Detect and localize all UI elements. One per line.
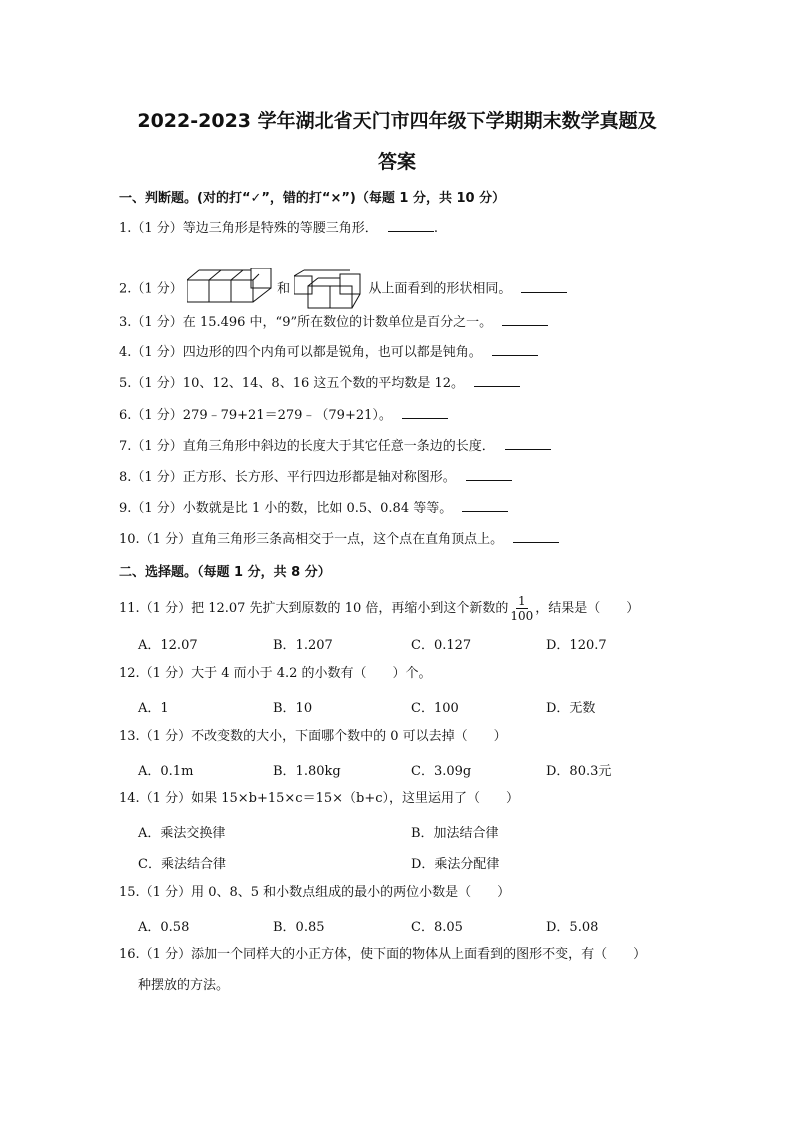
question-11-option-b[interactable]: B．1.207 bbox=[273, 638, 333, 653]
question-16-line1 bbox=[119, 946, 646, 964]
question-7-text: 7.（1 分）直角三角形中斜边的长度大于其它任意一条边的长度． bbox=[119, 439, 495, 454]
question-13 bbox=[119, 728, 507, 746]
cube-figure-left bbox=[187, 268, 273, 310]
question-13-option-c[interactable]: C．3.09g bbox=[411, 764, 472, 779]
question-11-option-d[interactable]: D．120.7 bbox=[546, 638, 607, 653]
question-11-suffix: ，结果是（ ） bbox=[535, 601, 640, 616]
question-2 bbox=[119, 268, 567, 310]
question-16-line2 bbox=[138, 977, 229, 995]
page-title-line1: 2022-2023 学年湖北省天门市四年级下学期期末数学真题及 bbox=[137, 110, 657, 132]
question-13-option-a[interactable]: A．0.1m bbox=[138, 764, 194, 779]
question-1-text: 1.（1 分）等边三角形是特殊的等腰三角形． bbox=[119, 221, 378, 236]
question-15-option-d[interactable]: D．5.08 bbox=[546, 920, 599, 935]
question-14-option-b[interactable]: B．加法结合律 bbox=[411, 826, 499, 841]
question-6-text: 6.（1 分）279﹣79+21＝279﹣（79+21）。 bbox=[119, 408, 392, 423]
answer-blank[interactable] bbox=[502, 313, 548, 326]
question-14 bbox=[119, 790, 519, 808]
question-2-prefix: 2.（1 分） bbox=[119, 281, 183, 297]
answer-blank[interactable] bbox=[402, 406, 448, 419]
question-14-option-d[interactable]: D．乘法分配律 bbox=[411, 857, 500, 872]
question-15-option-b[interactable]: B．0.85 bbox=[273, 920, 325, 935]
question-14-option-a[interactable]: A．乘法交换律 bbox=[138, 826, 226, 841]
section-heading-choice: 二、选择题。（每题 1 分，共 8 分） bbox=[119, 565, 331, 580]
question-10 bbox=[119, 530, 559, 549]
question-12-option-c[interactable]: C．100 bbox=[411, 701, 459, 716]
question-7 bbox=[119, 437, 551, 456]
question-12-option-a[interactable]: A．1 bbox=[138, 701, 169, 716]
question-13-text: 13.（1 分）不改变数的大小，下面哪个数中的 0 可以去掉（ ） bbox=[119, 729, 507, 744]
question-16-text-continued: 种摆放的方法。 bbox=[138, 978, 230, 993]
question-1-tail: . bbox=[433, 221, 438, 236]
question-3 bbox=[119, 313, 548, 332]
question-12-text: 12.（1 分）大于 4 而小于 4.2 的小数有（ ）个。 bbox=[119, 666, 432, 681]
question-9-text: 9.（1 分）小数就是比 1 小的数，比如 0.5、0.84 等等。 bbox=[119, 501, 453, 516]
answer-blank[interactable] bbox=[474, 374, 520, 387]
page-title-line2: 答案 bbox=[377, 151, 416, 173]
answer-blank[interactable] bbox=[466, 468, 512, 481]
question-12-option-d[interactable]: D．无数 bbox=[546, 701, 596, 716]
fraction bbox=[510, 594, 533, 623]
question-14-text: 14.（1 分）如果 15×b+15×c＝15×（b+c），这里运用了（ ） bbox=[119, 791, 520, 806]
question-15-option-a[interactable]: A．0.58 bbox=[138, 920, 190, 935]
question-8 bbox=[119, 468, 512, 487]
question-15-text: 15.（1 分）用 0、8、5 和小数点组成的最小的两位小数是（ ） bbox=[119, 885, 511, 900]
question-4-text: 4.（1 分）四边形的四个内角可以都是锐角，也可以都是钝角。 bbox=[119, 345, 482, 360]
question-9 bbox=[119, 499, 508, 518]
fraction-denominator: 100 bbox=[510, 609, 534, 623]
question-2-suffix: 从上面看到的形状相同。 bbox=[368, 281, 512, 297]
question-11-prefix: 11.（1 分）把 12.07 先扩大到原数的 10 倍，再缩小到这个新数的 bbox=[119, 601, 509, 616]
cube-figure-right bbox=[294, 268, 364, 310]
question-1 bbox=[119, 219, 438, 238]
question-12 bbox=[119, 665, 432, 683]
question-10-text: 10.（1 分）直角三角形三条高相交于一点，这个点在直角顶点上。 bbox=[119, 532, 504, 547]
question-11-option-c[interactable]: C．0.127 bbox=[411, 638, 472, 653]
question-16-text: 16.（1 分）添加一个同样大的小正方体，使下面的物体从上面看到的图形不变，有（ ） bbox=[119, 947, 647, 962]
answer-blank[interactable] bbox=[492, 343, 538, 356]
question-13-option-b[interactable]: B．1.80kg bbox=[273, 764, 341, 779]
question-11-option-a[interactable]: A．12.07 bbox=[138, 638, 198, 653]
question-4 bbox=[119, 343, 538, 362]
answer-blank[interactable] bbox=[513, 530, 559, 543]
question-15 bbox=[119, 884, 510, 902]
question-15-option-c[interactable]: C．8.05 bbox=[411, 920, 463, 935]
question-13-option-d[interactable]: D．80.3元 bbox=[546, 764, 612, 779]
question-12-option-b[interactable]: B．10 bbox=[273, 701, 313, 716]
answer-blank[interactable] bbox=[521, 280, 567, 293]
question-5 bbox=[119, 374, 520, 393]
answer-blank[interactable] bbox=[462, 499, 508, 512]
question-14-option-c[interactable]: C．乘法结合律 bbox=[138, 857, 226, 872]
answer-blank[interactable] bbox=[505, 437, 551, 450]
question-2-middle: 和 bbox=[277, 281, 291, 297]
question-6 bbox=[119, 406, 448, 425]
question-3-text: 3.（1 分）在 15.496 中，“9”所在数位的计数单位是百分之一。 bbox=[119, 315, 493, 330]
section-heading-judgment: 一、判断题。(对的打“✓”，错的打“×”)（每题 1 分，共 10 分） bbox=[119, 191, 506, 206]
answer-blank[interactable] bbox=[388, 219, 434, 232]
fraction-numerator: 1 bbox=[518, 594, 526, 608]
question-8-text: 8.（1 分）正方形、长方形、平行四边形都是轴对称图形。 bbox=[119, 470, 456, 485]
question-11 bbox=[119, 594, 639, 623]
question-5-text: 5.（1 分）10、12、14、8、16 这五个数的平均数是 12。 bbox=[119, 376, 465, 391]
